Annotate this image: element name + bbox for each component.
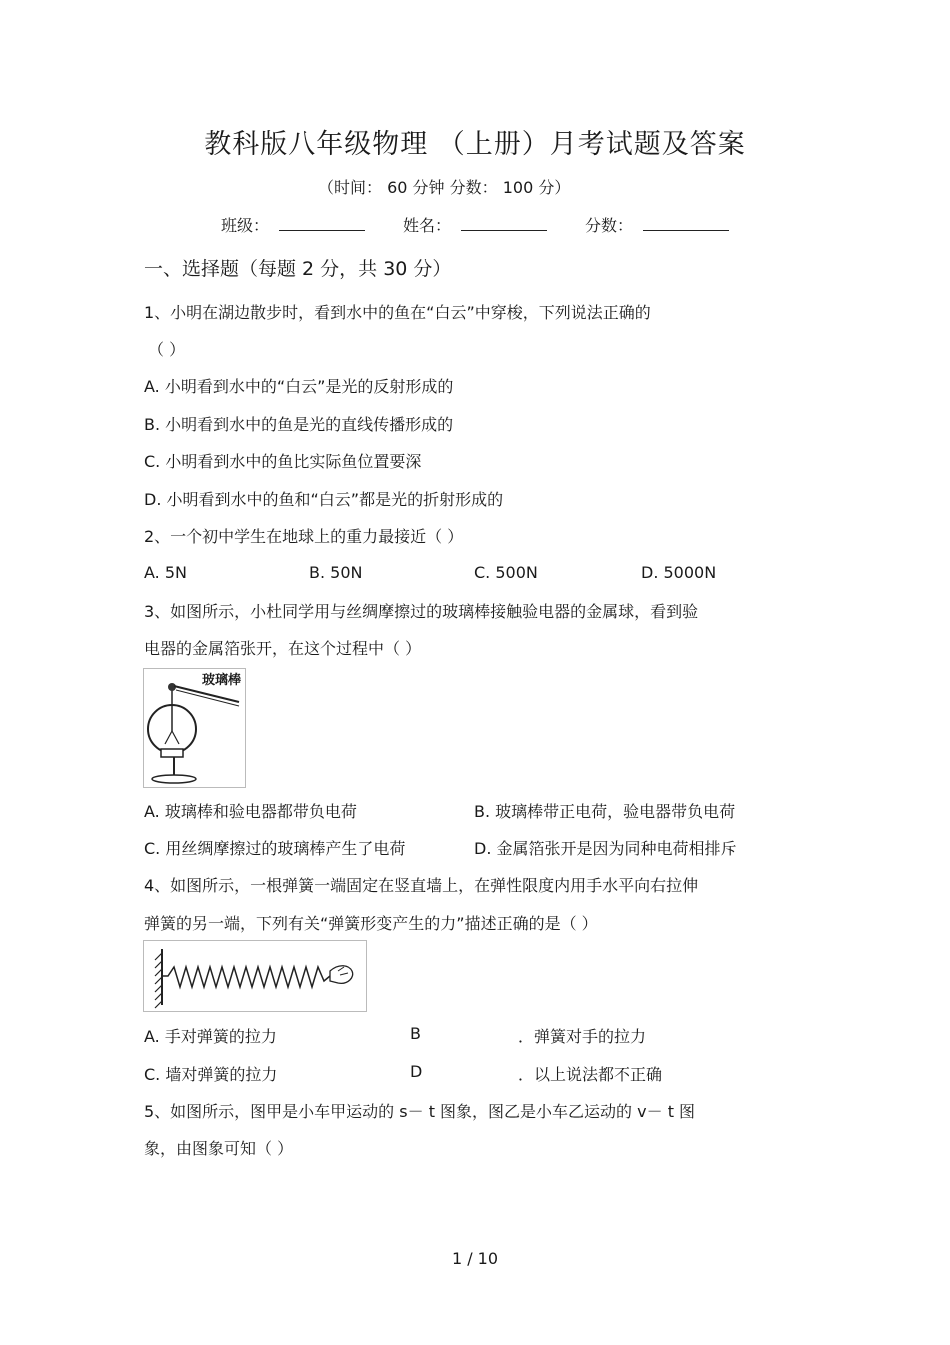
class-blank [279,213,365,231]
question-4-option-d-text: ．以上说法都不正确 [518,1065,663,1084]
question-1-stem-line-1: 1、小明在湖边散步时，看到水中的鱼在“白云”中穿梭，下列说法正确的 [144,303,651,322]
question-4-option-b-text: ．弹簧对手的拉力 [518,1027,647,1046]
page-title: 教科版八年级物理 （上册）月考试题及答案 [204,129,746,160]
score-field [585,213,729,236]
question-3-stem-line-1: 3、如图所示，小杜同学用与丝绸摩擦过的玻璃棒接触验电器的金属球，看到验 [144,602,699,621]
name-blank [461,213,547,231]
class-label: 班级： [221,216,270,235]
question-1-option-a: A. 小明看到水中的“白云”是光的反射形成的 [144,377,454,396]
question-4-stem-line-2: 弹簧的另一端，下列有关“弹簧形变产生的力”描述正确的是（ ） [144,914,598,933]
score-label: 分数： [585,216,634,235]
question-5-stem-line-1: 5、如图所示，图甲是小车甲运动的 s－ t 图象，图乙是小车乙运动的 v－ t 图 [144,1102,696,1121]
class-field [221,213,365,236]
spring-figure [143,940,367,1012]
exam-time-info: （时间： 60 分钟 分数： 100 分） [318,178,571,197]
question-1-option-d: D. 小明看到水中的鱼和“白云”都是光的折射形成的 [144,490,504,509]
question-5-stem-line-2: 象，由图象可知（ ） [144,1139,294,1158]
question-3-option-d: D. 金属箔张开是因为同种电荷相排斥 [474,839,737,858]
name-label: 姓名： [403,216,452,235]
question-3-option-a: A. 玻璃棒和验电器都带负电荷 [144,802,357,821]
question-3-option-b: B. 玻璃棒带正电荷，验电器带负电荷 [474,802,736,821]
name-field [403,213,547,236]
question-4-stem-line-1: 4、如图所示，一根弹簧一端固定在竖直墙上，在弹性限度内用手水平向右拉伸 [144,876,699,895]
question-1-stem-line-2: （ ） [148,340,186,359]
question-4-option-d-letter: D [410,1062,423,1081]
question-2-option-a: A. 5N [144,563,187,582]
spring-illustration [144,941,366,1011]
question-2-option-d: D. 5000N [641,563,717,582]
question-1-option-c: C. 小明看到水中的鱼比实际鱼位置要深 [144,452,422,471]
question-1-option-b: B. 小明看到水中的鱼是光的直线传播形成的 [144,415,454,434]
question-2-option-c: C. 500N [474,563,538,582]
glass-rod-label: 玻璃棒 [202,673,242,688]
question-4-option-a: A. 手对弹簧的拉力 [144,1027,277,1046]
electroscope-figure [143,668,246,788]
page-number: 1 / 10 [451,1249,499,1268]
question-4-option-c: C. 墙对弹簧的拉力 [144,1065,278,1084]
question-3-stem-line-2: 电器的金属箔张开，在这个过程中（ ） [144,639,422,658]
question-2-option-b: B. 50N [309,563,363,582]
score-blank [643,213,729,231]
section-heading: 一、选择题（每题 2 分，共 30 分） [144,258,452,280]
question-2-stem: 2、一个初中学生在地球上的重力最接近（ ） [144,527,464,546]
question-4-option-b-letter: B [410,1024,421,1043]
question-3-option-c: C. 用丝绸摩擦过的玻璃棒产生了电荷 [144,839,406,858]
